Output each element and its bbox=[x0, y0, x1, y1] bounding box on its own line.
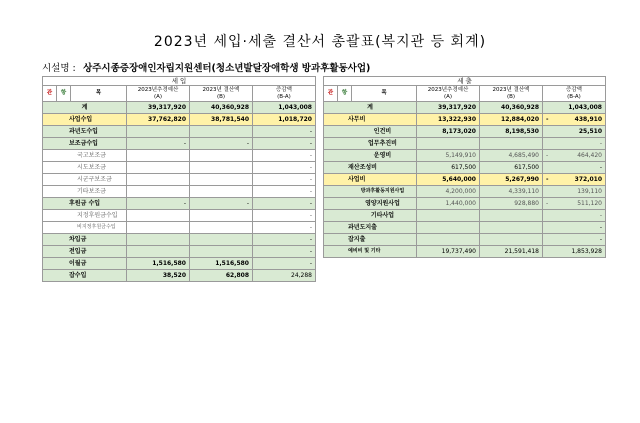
expenditure-cell-settlement bbox=[480, 222, 543, 234]
expenditure-cell-value: 928,880 bbox=[514, 200, 539, 207]
revenue-cell-settlement bbox=[190, 222, 253, 234]
revenue-cell-diff bbox=[253, 162, 316, 174]
revenue-cell-value: - bbox=[309, 200, 312, 207]
revenue-row bbox=[43, 258, 316, 270]
revenue-cell-diff bbox=[253, 234, 316, 246]
revenue-cell-settlement bbox=[190, 258, 253, 270]
expenditure-row-label: 재산조성비 bbox=[324, 162, 417, 174]
expenditure-cell-budget bbox=[417, 174, 480, 186]
expenditure-cell-diff bbox=[543, 198, 606, 210]
expenditure-cell-value: 438,910 bbox=[574, 116, 602, 123]
expenditure-cell-settlement bbox=[480, 234, 543, 246]
expenditure-cell-budget bbox=[417, 210, 480, 222]
expenditure-cell-budget bbox=[417, 150, 480, 162]
expenditure-total-b: 40,360,928 bbox=[480, 102, 543, 114]
revenue-cell-value: 24,288 bbox=[291, 272, 312, 279]
revenue-row-label: 국고보조금 bbox=[43, 150, 127, 162]
expenditure-cell-settlement bbox=[480, 246, 543, 258]
revenue-row-label: 사업수입 bbox=[43, 114, 127, 126]
revenue-total-label: 계 bbox=[43, 102, 127, 114]
revenue-cell-settlement bbox=[190, 114, 253, 126]
revenue-cell-value: - bbox=[309, 248, 312, 255]
revenue-cell-value: - bbox=[309, 176, 312, 183]
revenue-cell-diff bbox=[253, 186, 316, 198]
revenue-cell-settlement bbox=[190, 126, 253, 138]
expenditure-cell-value: 511,120 bbox=[577, 200, 602, 207]
revenue-cell-value: - bbox=[183, 140, 186, 147]
revenue-row-label: 차입금 bbox=[43, 234, 127, 246]
expenditure-cell-value: 5,267,990 bbox=[505, 176, 539, 183]
revenue-cell-budget bbox=[127, 270, 190, 282]
expenditure-cat-mok: 목 bbox=[352, 86, 417, 102]
revenue-cell-diff bbox=[253, 174, 316, 186]
revenue-row-label: 이월금 bbox=[43, 258, 127, 270]
expenditure-diff-sign: - bbox=[546, 200, 549, 207]
expenditure-cell-value: - bbox=[599, 236, 602, 243]
expenditure-row-label: 잡지출 bbox=[324, 234, 417, 246]
expenditure-cell-value: - bbox=[599, 164, 602, 171]
revenue-row-label: 후원금 수입 bbox=[43, 198, 127, 210]
expenditure-cell-settlement bbox=[480, 174, 543, 186]
revenue-total-a: 39,317,920 bbox=[127, 102, 190, 114]
expenditure-cell-value: 617,500 bbox=[514, 164, 539, 171]
expenditure-total-diff: 1,043,008 bbox=[543, 102, 606, 114]
expenditure-cell-value: 8,173,020 bbox=[442, 128, 476, 135]
expenditure-cell-value: 5,640,000 bbox=[442, 176, 476, 183]
revenue-cell-budget bbox=[127, 174, 190, 186]
revenue-cell-diff bbox=[253, 258, 316, 270]
expenditure-diff-sign: - bbox=[546, 152, 549, 159]
expenditure-cell-value: 4,339,110 bbox=[508, 188, 539, 195]
revenue-cell-diff bbox=[253, 246, 316, 258]
revenue-section-header: 세 입 bbox=[43, 77, 316, 86]
expenditure-row bbox=[324, 174, 606, 186]
revenue-cell-budget bbox=[127, 258, 190, 270]
revenue-row-label: 비지정후원금수입 bbox=[43, 222, 127, 234]
expenditure-cell-settlement bbox=[480, 210, 543, 222]
revenue-cell-diff bbox=[253, 150, 316, 162]
expenditure-cell-settlement bbox=[480, 186, 543, 198]
expenditure-cell-diff bbox=[543, 186, 606, 198]
revenue-cell-budget bbox=[127, 186, 190, 198]
revenue-cell-settlement bbox=[190, 162, 253, 174]
revenue-cell-budget bbox=[127, 246, 190, 258]
expenditure-cell-diff bbox=[543, 114, 606, 126]
expenditure-total-label: 계 bbox=[324, 102, 417, 114]
expenditure-cell-value: 13,322,930 bbox=[438, 116, 476, 123]
expenditure-cell-value: 4,685,490 bbox=[508, 152, 539, 159]
revenue-cell-settlement bbox=[190, 234, 253, 246]
expenditure-cell-value: - bbox=[599, 212, 602, 219]
revenue-total-diff: 1,043,008 bbox=[253, 102, 316, 114]
expenditure-col-settlement: 2023년 결산액 (B) bbox=[480, 86, 543, 102]
revenue-row bbox=[43, 270, 316, 282]
revenue-cell-value: - bbox=[246, 140, 249, 147]
revenue-cell-budget bbox=[127, 150, 190, 162]
expenditure-cell-settlement bbox=[480, 138, 543, 150]
expenditure-row bbox=[324, 222, 606, 234]
revenue-row-label: 지정후원금수입 bbox=[43, 210, 127, 222]
expenditure-cell-settlement bbox=[480, 198, 543, 210]
expenditure-cell-settlement bbox=[480, 162, 543, 174]
revenue-cell-budget bbox=[127, 210, 190, 222]
expenditure-cell-diff bbox=[543, 210, 606, 222]
expenditure-cell-value: - bbox=[599, 140, 602, 147]
expenditure-cell-value: 139,110 bbox=[577, 188, 602, 195]
expenditure-cell-value: 372,010 bbox=[574, 176, 602, 183]
expenditure-diff-sign: - bbox=[546, 116, 549, 123]
revenue-cell-value: - bbox=[183, 200, 186, 207]
revenue-row bbox=[43, 138, 316, 150]
revenue-cell-diff bbox=[253, 210, 316, 222]
expenditure-total-row bbox=[324, 102, 606, 114]
revenue-row bbox=[43, 162, 316, 174]
expenditure-row bbox=[324, 150, 606, 162]
expenditure-row-label: 인건비 bbox=[324, 126, 417, 138]
expenditure-row bbox=[324, 234, 606, 246]
revenue-cell-value: 1,516,580 bbox=[152, 260, 186, 267]
revenue-cell-value: - bbox=[309, 152, 312, 159]
expenditure-row-label: 사업비 bbox=[324, 174, 417, 186]
revenue-row bbox=[43, 210, 316, 222]
expenditure-col-budget: 2023년추경예산 (A) bbox=[417, 86, 480, 102]
revenue-cell-value: 1,516,580 bbox=[215, 260, 249, 267]
expenditure-row-label: 방과후활동지원사업 bbox=[324, 186, 417, 198]
expenditure-row-label: 영양지원사업 bbox=[324, 198, 417, 210]
revenue-cell-budget bbox=[127, 126, 190, 138]
revenue-cell-budget bbox=[127, 114, 190, 126]
revenue-cell-diff bbox=[253, 126, 316, 138]
revenue-cell-budget bbox=[127, 138, 190, 150]
revenue-cell-budget bbox=[127, 162, 190, 174]
expenditure-row bbox=[324, 162, 606, 174]
revenue-row bbox=[43, 198, 316, 210]
revenue-row bbox=[43, 114, 316, 126]
revenue-rows bbox=[43, 114, 316, 282]
revenue-cell-settlement bbox=[190, 246, 253, 258]
revenue-cell-settlement bbox=[190, 138, 253, 150]
expenditure-cell-budget bbox=[417, 246, 480, 258]
expenditure-row-label: 과년도지출 bbox=[324, 222, 417, 234]
expenditure-col-diff: 증감액 (B-A) bbox=[543, 86, 606, 102]
expenditure-table bbox=[323, 76, 606, 258]
expenditure-cell-diff bbox=[543, 126, 606, 138]
expenditure-cell-budget bbox=[417, 234, 480, 246]
revenue-cell-settlement bbox=[190, 186, 253, 198]
revenue-row-label: 과년도수입 bbox=[43, 126, 127, 138]
expenditure-cell-budget bbox=[417, 126, 480, 138]
expenditure-section-header: 세 출 bbox=[324, 77, 606, 86]
expenditure-cell-budget bbox=[417, 222, 480, 234]
revenue-cell-settlement bbox=[190, 174, 253, 186]
expenditure-diff-sign: - bbox=[546, 176, 549, 183]
revenue-row-label: 잡수입 bbox=[43, 270, 127, 282]
revenue-cell-value: - bbox=[246, 200, 249, 207]
expenditure-cell-value: 8,198,530 bbox=[505, 128, 539, 135]
revenue-cell-diff bbox=[253, 114, 316, 126]
expenditure-cell-diff bbox=[543, 150, 606, 162]
revenue-cell-value: 38,520 bbox=[162, 272, 186, 279]
expenditure-row bbox=[324, 210, 606, 222]
revenue-cell-settlement bbox=[190, 270, 253, 282]
expenditure-row-label: 기타사업 bbox=[324, 210, 417, 222]
expenditure-row-label: 예비비 및 기타 bbox=[324, 246, 417, 258]
expenditure-cell-diff bbox=[543, 246, 606, 258]
facility-line bbox=[42, 60, 370, 74]
expenditure-cell-value: 21,591,418 bbox=[504, 248, 539, 255]
expenditure-row bbox=[324, 126, 606, 138]
expenditure-cell-value: 464,420 bbox=[577, 152, 602, 159]
revenue-row-label: 시도보조금 bbox=[43, 162, 127, 174]
expenditure-cell-budget bbox=[417, 198, 480, 210]
revenue-cell-diff bbox=[253, 198, 316, 210]
revenue-cat-gwan: 관 bbox=[43, 86, 57, 102]
revenue-col-diff: 증감액 (B-A) bbox=[253, 86, 316, 102]
revenue-cell-diff bbox=[253, 222, 316, 234]
expenditure-cell-diff bbox=[543, 162, 606, 174]
revenue-row bbox=[43, 150, 316, 162]
expenditure-cell-value: - bbox=[599, 224, 602, 231]
revenue-row bbox=[43, 174, 316, 186]
revenue-cell-value: - bbox=[309, 140, 312, 147]
revenue-row bbox=[43, 234, 316, 246]
revenue-cell-value: - bbox=[309, 164, 312, 171]
expenditure-cell-budget bbox=[417, 162, 480, 174]
expenditure-row bbox=[324, 186, 606, 198]
revenue-cell-value: 62,808 bbox=[225, 272, 249, 279]
revenue-col-settlement: 2023년 결산액 (B) bbox=[190, 86, 253, 102]
revenue-cell-value: 37,762,820 bbox=[148, 116, 186, 123]
expenditure-cell-settlement bbox=[480, 126, 543, 138]
revenue-cell-value: - bbox=[309, 236, 312, 243]
expenditure-row bbox=[324, 114, 606, 126]
revenue-cell-value: 38,781,540 bbox=[211, 116, 249, 123]
expenditure-rows bbox=[324, 114, 606, 258]
expenditure-cell-budget bbox=[417, 186, 480, 198]
revenue-cell-value: - bbox=[309, 128, 312, 135]
expenditure-cell-diff bbox=[543, 138, 606, 150]
revenue-row-label: 전입금 bbox=[43, 246, 127, 258]
revenue-row-label: 보조금수입 bbox=[43, 138, 127, 150]
expenditure-cell-settlement bbox=[480, 150, 543, 162]
revenue-cat-mok: 목 bbox=[71, 86, 127, 102]
facility-name: 상주시종증장애인자립지원센터(청소년발달장애학생 방과후활동사업) bbox=[83, 63, 371, 74]
expenditure-total-a: 39,317,920 bbox=[417, 102, 480, 114]
revenue-row-label: 기타보조금 bbox=[43, 186, 127, 198]
expenditure-cell-value: 4,200,000 bbox=[445, 188, 476, 195]
expenditure-cell-value: 19,737,490 bbox=[441, 248, 476, 255]
expenditure-cell-settlement bbox=[480, 114, 543, 126]
revenue-cell-diff bbox=[253, 138, 316, 150]
revenue-row bbox=[43, 222, 316, 234]
expenditure-cat-gwan: 관 bbox=[324, 86, 338, 102]
revenue-row bbox=[43, 186, 316, 198]
revenue-cell-settlement bbox=[190, 210, 253, 222]
expenditure-cat-hang: 항 bbox=[338, 86, 352, 102]
expenditure-cell-value: 25,510 bbox=[578, 128, 602, 135]
expenditure-row bbox=[324, 246, 606, 258]
revenue-total-b: 40,360,928 bbox=[190, 102, 253, 114]
expenditure-cell-diff bbox=[543, 234, 606, 246]
expenditure-cell-value: 5,149,910 bbox=[445, 152, 476, 159]
revenue-cat-hang: 항 bbox=[57, 86, 71, 102]
expenditure-cell-value: 1,853,928 bbox=[571, 248, 602, 255]
revenue-cell-value: - bbox=[309, 188, 312, 195]
revenue-row-label: 시군구보조금 bbox=[43, 174, 127, 186]
revenue-cell-budget bbox=[127, 234, 190, 246]
revenue-cell-value: - bbox=[309, 212, 312, 219]
expenditure-cell-diff bbox=[543, 222, 606, 234]
expenditure-row-label: 업무추진비 bbox=[324, 138, 417, 150]
expenditure-row-label: 운영비 bbox=[324, 150, 417, 162]
expenditure-cell-budget bbox=[417, 138, 480, 150]
revenue-cell-value: 1,018,720 bbox=[278, 116, 312, 123]
revenue-cell-value: - bbox=[309, 224, 312, 231]
revenue-col-budget: 2023년추경예산 (A) bbox=[127, 86, 190, 102]
revenue-row bbox=[43, 246, 316, 258]
revenue-cell-value: - bbox=[309, 260, 312, 267]
expenditure-row-label: 사무비 bbox=[324, 114, 417, 126]
revenue-cell-budget bbox=[127, 198, 190, 210]
revenue-cell-settlement bbox=[190, 150, 253, 162]
revenue-total-row bbox=[43, 102, 316, 114]
page-title: 2023년 세입·세출 결산서 총괄표(복지관 등 회계) bbox=[153, 34, 487, 50]
revenue-cell-settlement bbox=[190, 198, 253, 210]
expenditure-cell-budget bbox=[417, 114, 480, 126]
revenue-cell-budget bbox=[127, 222, 190, 234]
facility-label: 시설명 : bbox=[42, 63, 76, 74]
expenditure-cell-value: 1,440,000 bbox=[445, 200, 476, 207]
expenditure-row bbox=[324, 138, 606, 150]
expenditure-cell-value: 12,884,020 bbox=[501, 116, 539, 123]
revenue-row bbox=[43, 126, 316, 138]
revenue-cell-diff bbox=[253, 270, 316, 282]
expenditure-cell-value: 617,500 bbox=[451, 164, 476, 171]
expenditure-row bbox=[324, 198, 606, 210]
revenue-table bbox=[42, 76, 316, 282]
expenditure-cell-diff bbox=[543, 174, 606, 186]
